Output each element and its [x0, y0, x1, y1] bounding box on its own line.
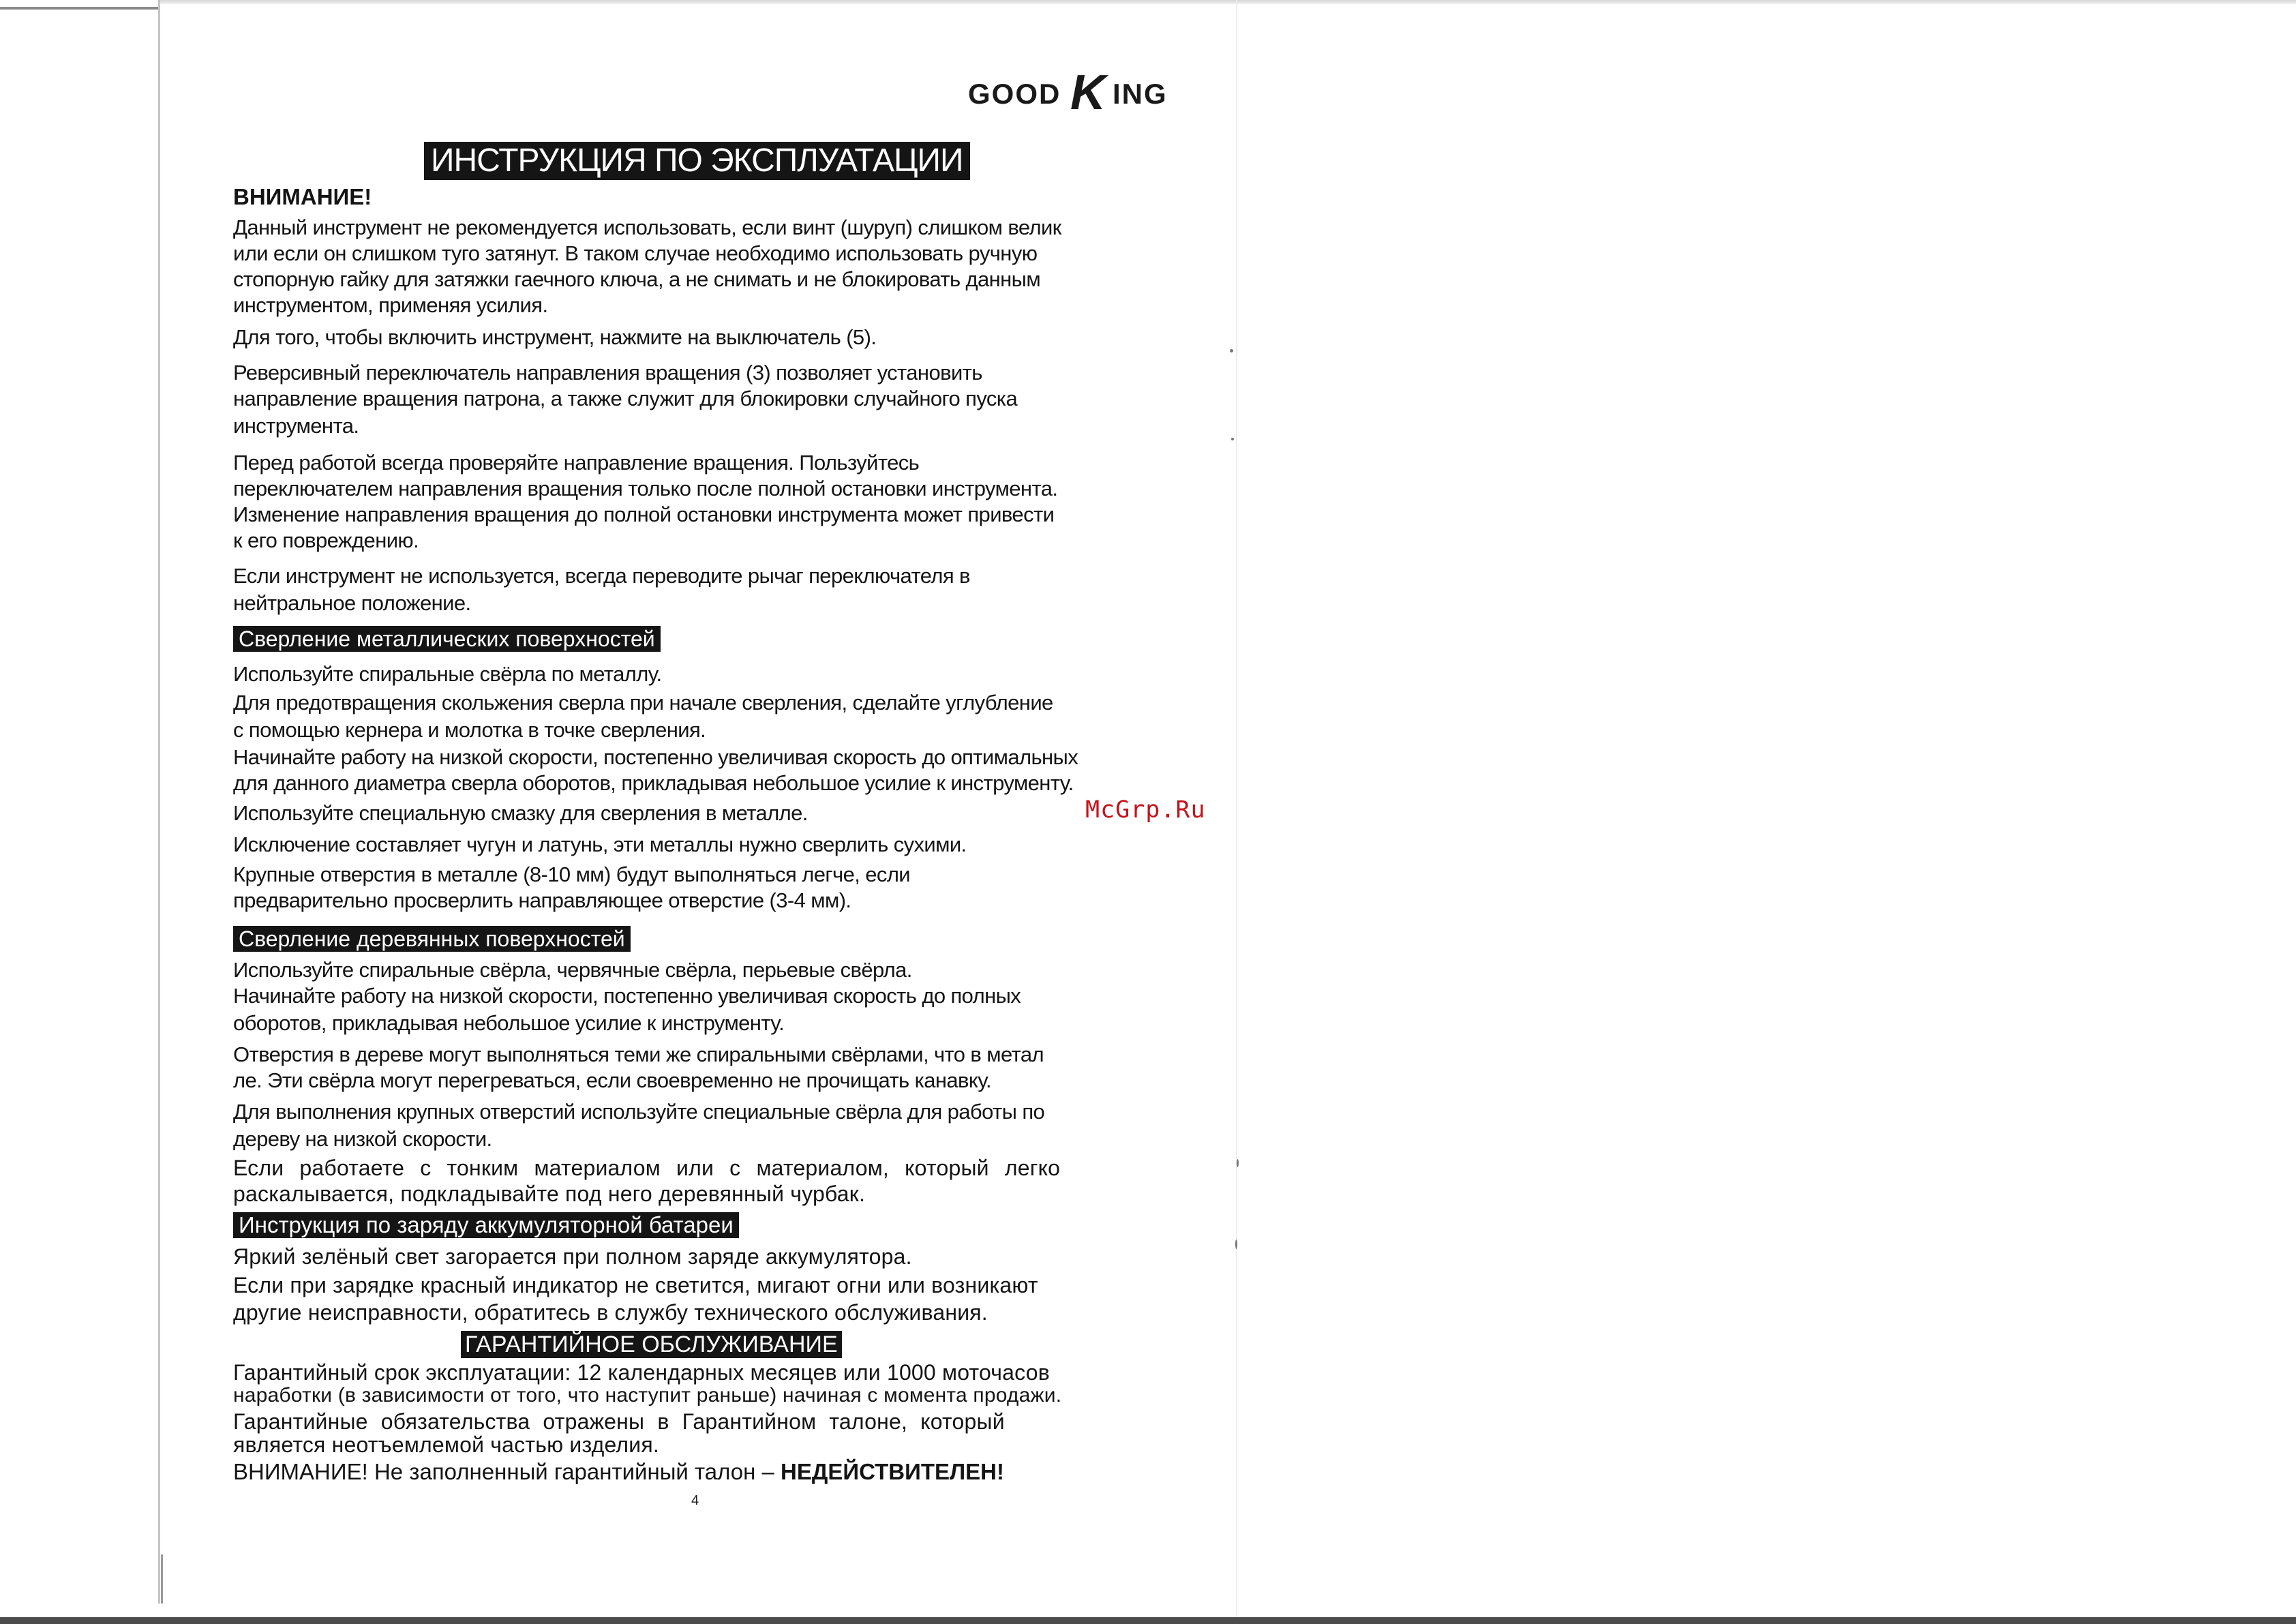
intro-line: направление вращения патрона, а также служит для блокировки случайного пуска — [233, 387, 1018, 410]
scan-speck — [1230, 349, 1233, 352]
scan-edge-artifact — [0, 7, 158, 10]
section-heading-warranty: ГАРАНТИЙНОЕ ОБСЛУЖИВАНИЕ — [461, 1331, 842, 1358]
logo-k-letter: K — [1070, 65, 1106, 120]
metal-line: Для предотвращения скольжения сверла при начале сверления, сделайте углубление — [233, 691, 1053, 715]
metal-line: Используйте специальную смазку для сверления в металле. — [233, 801, 808, 825]
wood-line: дереву на низкой скорости. — [233, 1127, 492, 1151]
scan-bottom-edge — [0, 1617, 2296, 1624]
wood-line: Для выполнения крупных отверстий используйте специальные свёрла для работы по — [233, 1100, 1045, 1124]
wood-line: ле. Эти свёрла могут перегреваться, если своевременно не прочищать канавку. — [233, 1068, 992, 1092]
section-heading-metal: Сверление металлических поверхностей — [233, 626, 661, 652]
intro-line: Данный инструмент не рекомендуется использовать, если винт (шуруп) слишком велик — [233, 215, 1061, 239]
intro-line: к его повреждению. — [233, 528, 419, 552]
intro-line: нейтральное положение. — [233, 591, 471, 615]
warranty-final-notice — [233, 1459, 1004, 1485]
battery-line: другие неисправности, обратитесь в службу технического обслуживания. — [233, 1300, 988, 1325]
intro-line: Если инструмент не используется, всегда переводите рычаг переключателя в — [233, 564, 970, 588]
section-heading-battery: Инструкция по заряду аккумуляторной батареи — [233, 1212, 739, 1238]
metal-line: Начинайте работу на низкой скорости, постепенно увеличивая скорость до оптимальных — [233, 745, 1078, 769]
wood-line: Если работаете с тонким материалом или с материалом, который легко — [233, 1156, 1061, 1180]
page-title: ИНСТРУКЦИЯ ПО ЭКСПЛУАТАЦИИ — [424, 142, 970, 180]
scan-speck — [1235, 1239, 1237, 1249]
logo-ing-text: ING — [1113, 78, 1168, 110]
wood-line: Начинайте работу на низкой скорости, постепенно увеличивая скорость до полных — [233, 984, 1021, 1008]
section-heading-wood: Сверление деревянных поверхностей — [233, 926, 631, 952]
wood-line: Используйте спиральные свёрла, червячные свёрла, перьевые свёрла. — [233, 958, 912, 982]
metal-line: для данного диаметра сверла оборотов, прикладывая небольшое усилие к инструменту. — [233, 771, 1074, 795]
metal-line: с помощью кернера и молотка в точке сверления. — [233, 718, 706, 742]
battery-line: Если при зарядке красный индикатор не светится, мигают огни или возникают — [233, 1273, 1038, 1297]
intro-line: Изменение направления вращения до полной остановки инструмента может привести — [233, 502, 1055, 526]
warranty-line: наработки (в зависимости от того, что наступит раньше) начиная с момента продажи. — [233, 1384, 1062, 1407]
intro-line: стопорную гайку для затяжки гаечного ключа, а не снимать и не блокировать данным — [233, 267, 1041, 291]
wood-line: Отверстия в дереве могут выполняться теми же спиральными свёрлами, что в метал — [233, 1042, 1044, 1066]
page-fold-line — [1236, 0, 1237, 1624]
wood-line: оборотов, прикладывая небольшое усилие к инструменту. — [233, 1011, 785, 1035]
page-number: 4 — [691, 1493, 699, 1508]
metal-line: Крупные отверстия в металле (8-10 мм) будут выполняться легче, если — [233, 862, 911, 886]
good-king-logo — [968, 65, 1173, 120]
warranty-final-prefix: ВНИМАНИЕ! Не заполненный гарантийный талон – — [233, 1459, 781, 1484]
attention-heading: ВНИМАНИЕ! — [233, 184, 372, 209]
wood-line: раскалывается, подкладывайте под него деревянный чурбак. — [233, 1182, 866, 1206]
page-left-edge-mark — [161, 1554, 163, 1604]
warranty-final-bold: НЕДЕЙСТВИТЕЛЕН! — [781, 1459, 1004, 1484]
intro-line: Для того, чтобы включить инструмент, нажмите на выключатель (5). — [233, 325, 877, 349]
intro-line: инструментом, применяя усилия. — [233, 293, 548, 317]
warranty-line: Гарантийные обязательства отражены в Гарантийном талоне, который — [233, 1409, 1005, 1434]
logo-good-text: GOOD — [968, 78, 1061, 110]
intro-line: переключателем направления вращения только после полной остановки инструмента. — [233, 477, 1058, 500]
intro-line: Реверсивный переключатель направления вращения (3) позволяет установить — [233, 361, 982, 385]
watermark-text: McGrp.Ru — [1085, 796, 1206, 824]
intro-line: или если он слишком туго затянут. В таком случае необходимо использовать ручную — [233, 241, 1038, 265]
metal-line: Используйте спиральные свёрла по металлу. — [233, 662, 662, 686]
scan-speck — [1231, 438, 1234, 440]
page-left-edge — [158, 0, 160, 1604]
scan-top-shadow — [158, 0, 2296, 4]
scan-speck — [1237, 1159, 1239, 1167]
intro-line: Перед работой всегда проверяйте направление вращения. Пользуйтесь — [233, 451, 920, 475]
intro-line: инструмента. — [233, 414, 359, 438]
warranty-line: является неотъемлемой частью изделия. — [233, 1432, 659, 1457]
metal-line: предварительно просверлить направляющее отверстие (3-4 мм). — [233, 888, 851, 912]
warranty-line: Гарантийный срок эксплуатации: 12 календарных месяцев или 1000 моточасов — [233, 1360, 1050, 1385]
metal-line: Исключение составляет чугун и латунь, эти металлы нужно сверлить сухими. — [233, 832, 967, 856]
battery-line: Яркий зелёный свет загорается при полном заряде аккумулятора. — [233, 1244, 912, 1269]
